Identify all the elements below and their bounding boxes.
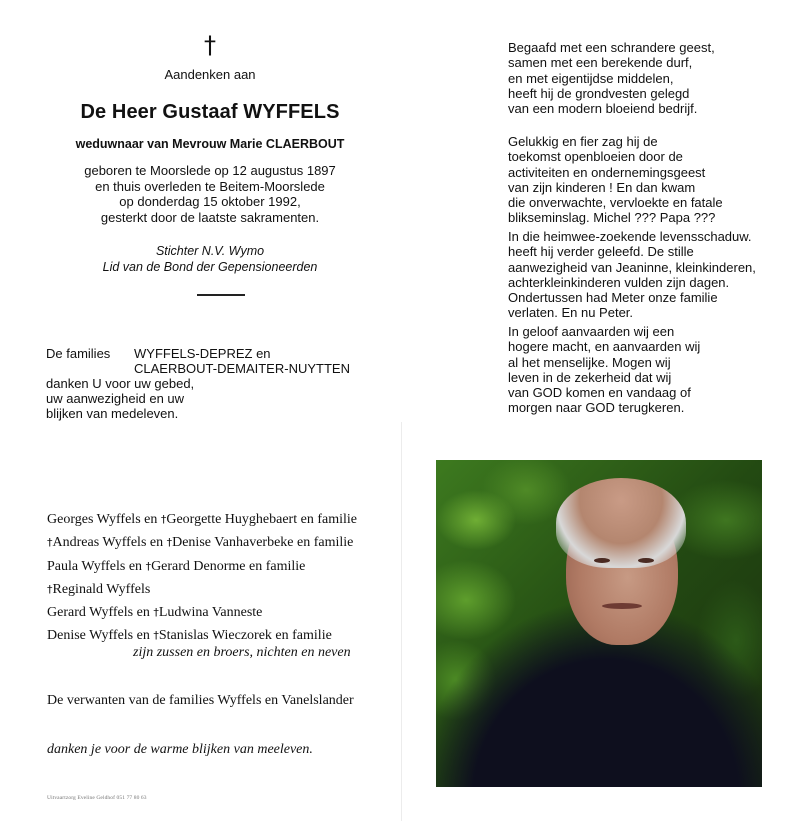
poem-line: van zijn kinderen ! En dan kwam (508, 179, 696, 195)
photo-face-overlay (566, 495, 678, 645)
poem-line: die onverwachte, vervloekte en fatale (508, 195, 723, 211)
poem-line: hogere macht, en aanvaarden wij (508, 339, 701, 355)
widower-of: weduwnaar van Mevrouw Marie CLAERBOUT (75, 137, 345, 151)
poem-stanza (508, 134, 723, 226)
photo-eye (594, 558, 610, 563)
relative-name: Stanislas Wieczorek en familie (158, 628, 332, 644)
poem-line: van GOD komen en vandaag of (508, 385, 691, 401)
relative-line (47, 555, 357, 578)
divider (197, 294, 245, 296)
relative-line (47, 601, 357, 624)
poem-line: leven in de zekerheid dat wij (508, 369, 672, 385)
deceased-name: De Heer Gustaaf WYFFELS (80, 101, 340, 123)
families-thanks (46, 346, 350, 421)
relative-line (47, 531, 357, 554)
relative-name: Georgette Huyghebaert en familie (166, 512, 357, 527)
poem-line: aanwezigheid van Jeaninne, kleinkinderen, (508, 259, 756, 275)
poem-line: van een modern bloeiend bedrijf. (508, 101, 698, 117)
funeral-home-footer: Uitvaartzorg Eveline Geldhof 051 77 80 63 (47, 795, 147, 801)
poem-line: toekomst openbloeien door de (508, 149, 683, 165)
roles (0, 243, 420, 275)
relative-line (47, 508, 357, 531)
deceased-cross-icon: † (160, 513, 167, 526)
relatives-subtitle: zijn zussen en broers, nichten en neven (133, 645, 351, 660)
family-name: WYFFELS-DEPREZ en (134, 346, 271, 361)
photo-mouth (602, 603, 642, 609)
biography (0, 163, 420, 225)
closing-thanks: danken je voor de warme blijken van meeleven. (47, 742, 313, 757)
poem-line: achterkleinkinderen vulden zijn dagen. (508, 274, 730, 290)
portrait-photo (436, 460, 762, 787)
relative-line (47, 578, 357, 601)
fold-line (401, 422, 402, 821)
role-line: Lid van de Bond der Gepensioneerden (102, 260, 318, 274)
photo-eye (638, 558, 654, 563)
deceased-cross-icon: † (153, 606, 159, 620)
relative-name: Georges Wyffels en (47, 512, 161, 527)
poem-stanza (508, 40, 715, 116)
in-memory-of: Aandenken aan (164, 67, 256, 82)
deceased-cross-icon: † (145, 559, 152, 573)
poem-line: morgen naar GOD terugkeren. (508, 400, 685, 416)
relative-name: Andreas Wyffels en (52, 535, 167, 551)
deceased-cross-icon: † (166, 536, 173, 550)
thanks-line: danken U voor uw gebed, (46, 376, 195, 391)
relative-name: Gerard Wyffels en (47, 605, 154, 621)
poem-line: In geloof aanvaarden wij een (508, 324, 675, 339)
relative-name: Ludwina Vanneste (158, 605, 263, 621)
relative-name: Reginald Wyffels (52, 581, 151, 597)
families-label: De families (46, 346, 111, 361)
bio-line: en thuis overleden te Beitem-Moorslede (95, 178, 325, 194)
bio-line: op donderdag 15 oktober 1992, (119, 194, 301, 209)
poem-line: Ondertussen had Meter onze familie (508, 290, 718, 306)
poem-line: heeft hij de grondvesten gelegd (508, 85, 690, 101)
role-line: Stichter N.V. Wymo (155, 244, 265, 258)
cross-icon: † (204, 31, 216, 59)
poem-line: en met eigentijdse middelen, (508, 70, 674, 86)
relative-name: Paula Wyffels en (47, 558, 146, 574)
poem-line: samen met een berekende durf, (508, 55, 693, 71)
poem-line: heeft hij verder geleefd. De stille (508, 244, 694, 260)
poem-line: al het menselijke. Mogen wij (508, 354, 671, 370)
deceased-cross-icon: † (47, 582, 53, 596)
relative-name: Gerard Denorme en familie (151, 558, 306, 574)
poem-line: Gelukkig en fier zag hij de (508, 134, 658, 149)
poem-stanza (508, 229, 756, 321)
thanks-line: blijken van medeleven. (46, 406, 179, 421)
poem-line: verlaten. En nu Peter. (508, 305, 634, 321)
deceased-cross-icon: † (153, 629, 159, 643)
poem-line: activiteiten en ondernemingsgeest (508, 164, 706, 180)
deceased-cross-icon: † (47, 536, 53, 550)
poem-stanza (508, 324, 700, 416)
family-name: CLAERBOUT-DEMAITER-NUYTTEN (134, 361, 350, 376)
bio-line: geboren te Moorslede op 12 augustus 1897 (84, 163, 336, 178)
bio-line: gesterkt door de laatste sakramenten. (100, 209, 320, 225)
poem-line: In die heimwee-zoekende levensschaduw. (508, 229, 752, 244)
kin-line: De verwanten van de families Wyffels en Vanelslander (47, 693, 354, 708)
poem-line: Begaafd met een schrandere geest, (508, 40, 715, 55)
relative-name: Denise Vanhaverbeke en familie (172, 535, 354, 551)
thanks-line: uw aanwezigheid en uw (46, 391, 185, 406)
relative-name: Denise Wyffels en (47, 628, 154, 644)
poem-line: blikseminslag. Michel ??? Papa ??? (508, 210, 716, 226)
relatives-list (47, 508, 357, 648)
